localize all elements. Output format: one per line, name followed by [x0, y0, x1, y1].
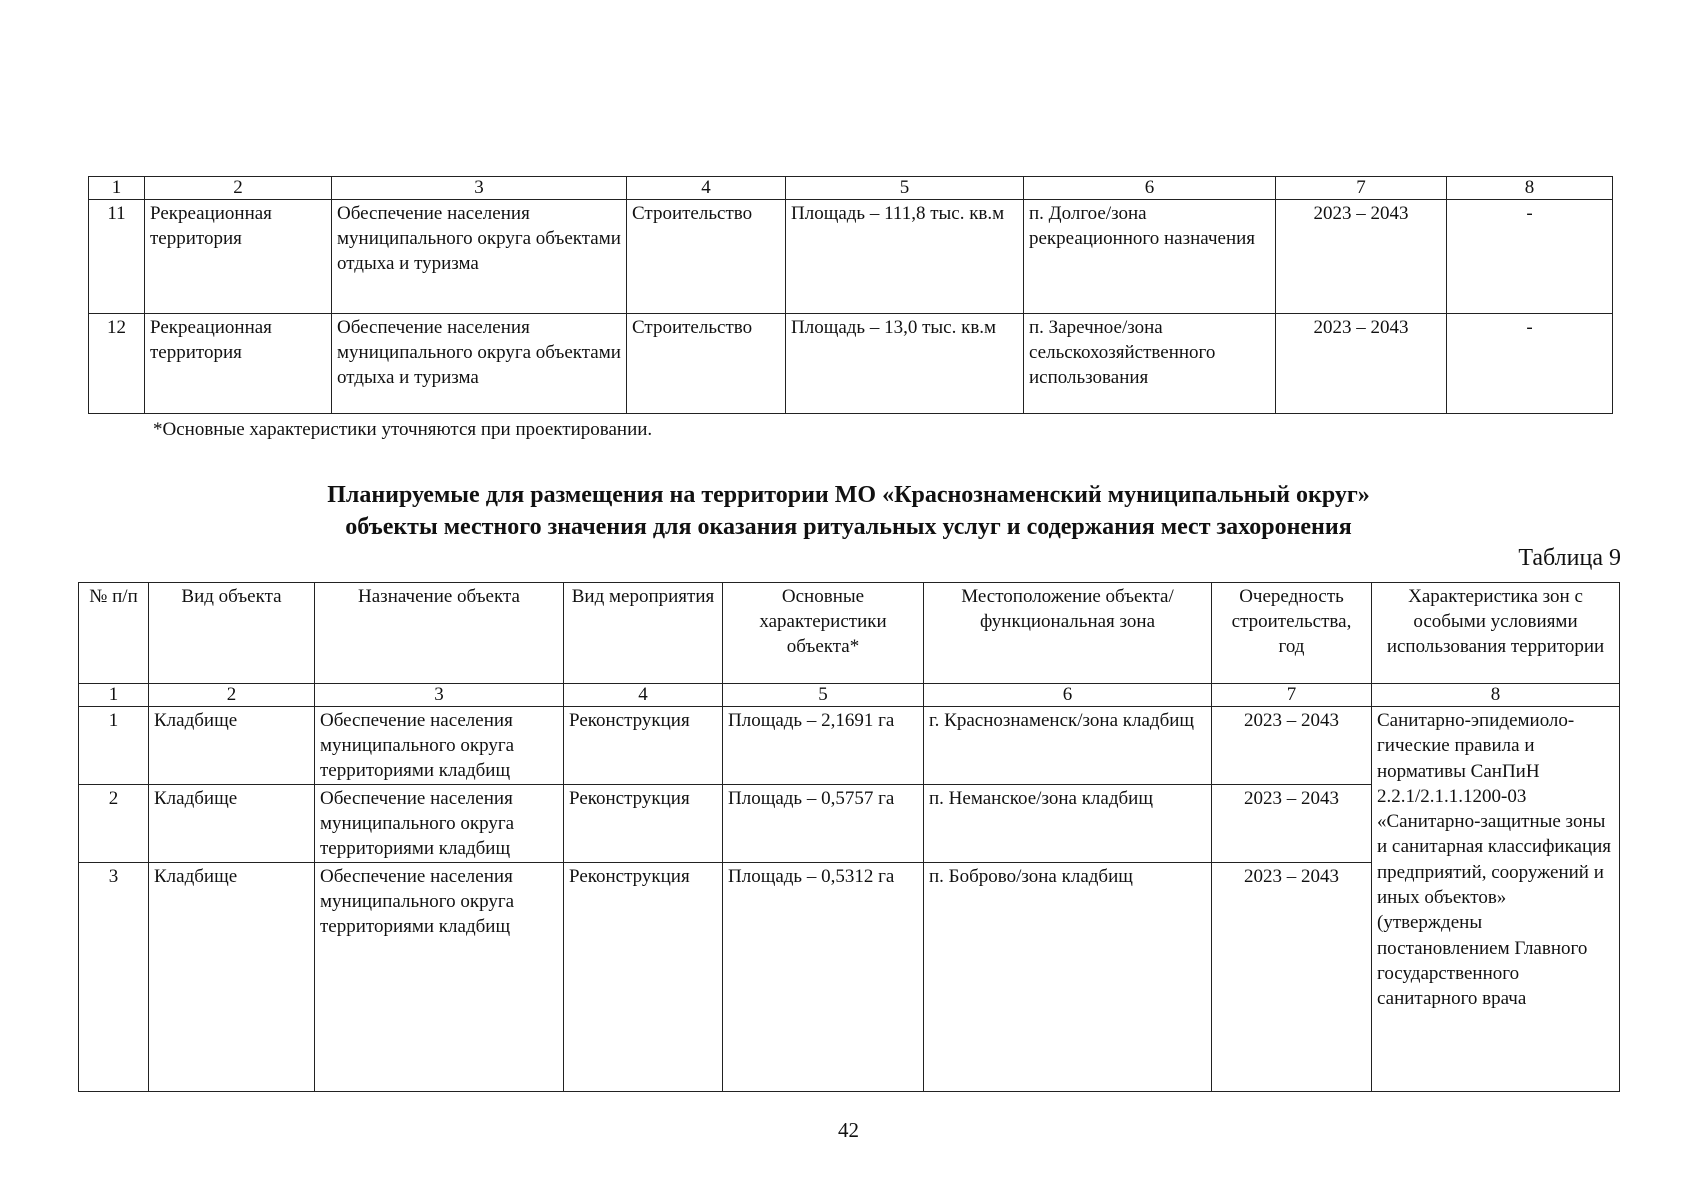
construction-period: 2023 – 2043 [1276, 314, 1447, 414]
column-index: 3 [332, 177, 627, 200]
object-purpose: Обеспечение населения муниципального округа объектами отдыха и туризма [332, 314, 627, 414]
header-row [79, 583, 1620, 684]
column-index: 2 [149, 684, 315, 707]
activity-type: Строительство [627, 314, 786, 414]
construction-period: 2023 – 2043 [1212, 863, 1372, 1092]
construction-period: 2023 – 2043 [1276, 200, 1447, 314]
table-label: Таблица 9 [1518, 545, 1621, 571]
object-type: Кладбище [149, 863, 315, 1092]
column-index: 4 [564, 684, 723, 707]
column-index: 7 [1276, 177, 1447, 200]
object-location: п. Неманское/зона кладбищ [924, 785, 1212, 863]
object-type: Рекреационная территория [145, 200, 332, 314]
table-row [79, 707, 1620, 785]
column-header: Вид мероприятия [564, 583, 723, 684]
column-header: Местоположение объекта/ функциональная зона [924, 583, 1212, 684]
activity-type: Строительство [627, 200, 786, 314]
column-index: 4 [627, 177, 786, 200]
special-zones: - [1447, 314, 1613, 414]
title-line: Планируемые для размещения на территории МО «Краснознаменский муниципальный округ» [327, 482, 1370, 508]
column-header: Очередность строительства, год [1212, 583, 1372, 684]
column-index: 1 [79, 684, 149, 707]
construction-period: 2023 – 2043 [1212, 707, 1372, 785]
object-location: п. Долгое/зона рекреационного назначения [1024, 200, 1276, 314]
column-index: 2 [145, 177, 332, 200]
column-index-row [89, 177, 1613, 200]
object-characteristics: Площадь – 0,5312 га [723, 863, 924, 1092]
object-purpose: Обеспечение населения муниципального округа территориями кладбищ [315, 863, 564, 1092]
row-number: 3 [79, 863, 149, 1092]
object-characteristics: Площадь – 111,8 тыс. кв.м [786, 200, 1024, 314]
row-number: 12 [89, 314, 145, 414]
activity-type: Реконструкция [564, 863, 723, 1092]
object-location: п. Заречное/зона сельскохозяйственного использования [1024, 314, 1276, 414]
special-zones: - [1447, 200, 1613, 314]
column-index-row [79, 684, 1620, 707]
object-type: Кладбище [149, 707, 315, 785]
recreation-table [88, 176, 1613, 414]
object-characteristics: Площадь – 13,0 тыс. кв.м [786, 314, 1024, 414]
column-header: Вид объекта [149, 583, 315, 684]
object-location: г. Краснознаменск/зона кладбищ [924, 707, 1212, 785]
object-purpose: Обеспечение населения муниципального округа территориями кладбищ [315, 707, 564, 785]
row-number: 2 [79, 785, 149, 863]
section-title [0, 479, 1697, 543]
column-index: 1 [89, 177, 145, 200]
column-index: 6 [924, 684, 1212, 707]
column-index: 5 [786, 177, 1024, 200]
column-header: Характеристика зон с особыми условиями использования территории [1372, 583, 1620, 684]
cemetery-table [78, 582, 1620, 1092]
object-characteristics: Площадь – 2,1691 га [723, 707, 924, 785]
special-zones: Санитарно-эпидемиоло-гические правила и нормативы СанПиН 2.2.1/2.1.1.1200-03 «Санитарно-защитные зоны и санитарная классификация предприятий, сооружений и иных объектов» (утверждены постановлением Главного государственного санитарного врача [1372, 707, 1620, 1092]
page-number: 42 [838, 1118, 859, 1142]
table-row [89, 314, 1613, 414]
row-number: 11 [89, 200, 145, 314]
construction-period: 2023 – 2043 [1212, 785, 1372, 863]
column-index: 8 [1447, 177, 1613, 200]
table-row [89, 200, 1613, 314]
column-index: 7 [1212, 684, 1372, 707]
column-header: Основные характеристики объекта* [723, 583, 924, 684]
column-index: 3 [315, 684, 564, 707]
object-characteristics: Площадь – 0,5757 га [723, 785, 924, 863]
object-type: Кладбище [149, 785, 315, 863]
object-purpose: Обеспечение населения муниципального округа территориями кладбищ [315, 785, 564, 863]
object-location: п. Боброво/зона кладбищ [924, 863, 1212, 1092]
column-index: 5 [723, 684, 924, 707]
object-purpose: Обеспечение населения муниципального округа объектами отдыха и туризма [332, 200, 627, 314]
footnote: *Основные характеристики уточняются при проектировании. [153, 419, 653, 440]
row-number: 1 [79, 707, 149, 785]
activity-type: Реконструкция [564, 707, 723, 785]
title-line: объекты местного значения для оказания ритуальных услуг и содержания мест захоронения [345, 514, 1352, 540]
activity-type: Реконструкция [564, 785, 723, 863]
object-type: Рекреационная территория [145, 314, 332, 414]
column-header: Назначение объекта [315, 583, 564, 684]
column-index: 8 [1372, 684, 1620, 707]
column-header: № п/п [79, 583, 149, 684]
column-index: 6 [1024, 177, 1276, 200]
